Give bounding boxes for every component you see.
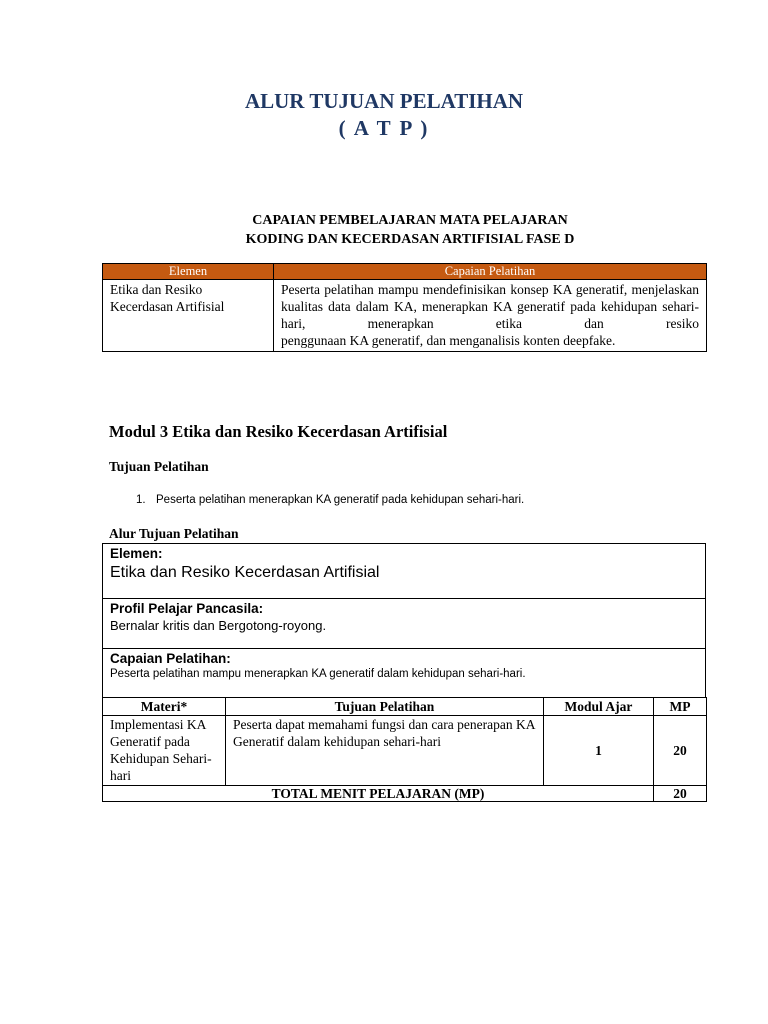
cp-capaian-cell <box>274 280 707 352</box>
total-row <box>103 786 707 802</box>
total-value: 20 <box>654 786 707 802</box>
elemen-box <box>102 543 706 599</box>
atp-tujuan-cell: Peserta dapat memahami fungsi dan cara penerapan KA Generatif dalam kehidupan sehari-hari <box>226 716 544 786</box>
atp-modul-ajar-cell: 1 <box>544 716 654 786</box>
elemen-label: Elemen: <box>110 546 163 561</box>
cp-capaian-text: Peserta pelatihan mampu mendefinisikan konsep KA generatif, menjelaskan kualitas data dalam KA, menerapkan KA generatif pada kehidupan sehari-hari, menerapkan etika dan resiko <box>281 282 699 331</box>
page-subtitle: ( A T P ) <box>338 116 430 140</box>
atp-col-materi: Materi* <box>103 698 226 716</box>
atp-col-mp: MP <box>654 698 707 716</box>
atp-col-tujuan: Tujuan Pelatihan <box>226 698 544 716</box>
profil-label: Profil Pelajar Pancasila: <box>110 601 264 616</box>
atp-mp-cell: 20 <box>654 716 707 786</box>
elemen-value: Etika dan Resiko Kecerdasan Artifisial <box>110 564 380 581</box>
total-label: TOTAL MENIT PELAJARAN (MP) <box>103 786 654 802</box>
modul-title: Modul 3 Etika dan Resiko Kecerdasan Artifisial <box>109 422 448 441</box>
page-title: ALUR TUJUAN PELATIHAN <box>244 89 524 113</box>
capaian-value: Peserta pelatihan mampu menerapkan KA generatif dalam kehidupan sehari-hari. <box>110 668 526 680</box>
cp-col-elemen: Elemen <box>103 264 274 280</box>
atp-col-modul-ajar: Modul Ajar <box>544 698 654 716</box>
table-row <box>103 716 707 786</box>
atp-materi-cell: Implementasi KA Generatif pada Kehidupan Sehari-hari <box>103 716 226 786</box>
cp-heading-line2: KODING DAN KECERDASAN ARTIFISIAL FASE D <box>245 232 575 247</box>
alur-heading: Alur Tujuan Pelatihan <box>109 526 239 541</box>
atp-table <box>102 697 707 802</box>
cp-elemen-cell <box>103 280 274 352</box>
cp-heading-line1: CAPAIAN PEMBELAJARAN MATA PELAJARAN <box>252 213 568 228</box>
goal-text: Peserta pelatihan menerapkan KA generatif pada kehidupan sehari-hari. <box>156 494 525 506</box>
capaian-table <box>102 263 707 352</box>
profil-value: Bernalar kritis dan Bergotong-royong. <box>110 618 327 633</box>
goal-list-item <box>136 494 524 506</box>
cp-capaian-text-last: penggunaan KA generatif, dan menganalisis konten deepfake. <box>281 333 616 348</box>
capaian-label: Capaian Pelatihan: <box>110 651 231 666</box>
cp-col-capaian: Capaian Pelatihan <box>274 264 707 280</box>
profil-box <box>102 598 706 649</box>
goal-number: 1. <box>136 494 146 506</box>
tujuan-heading: Tujuan Pelatihan <box>109 459 209 474</box>
cp-elemen-text: Etika dan Resiko Kecerdasan Artifisial <box>110 282 225 314</box>
capaian-box <box>102 648 706 698</box>
